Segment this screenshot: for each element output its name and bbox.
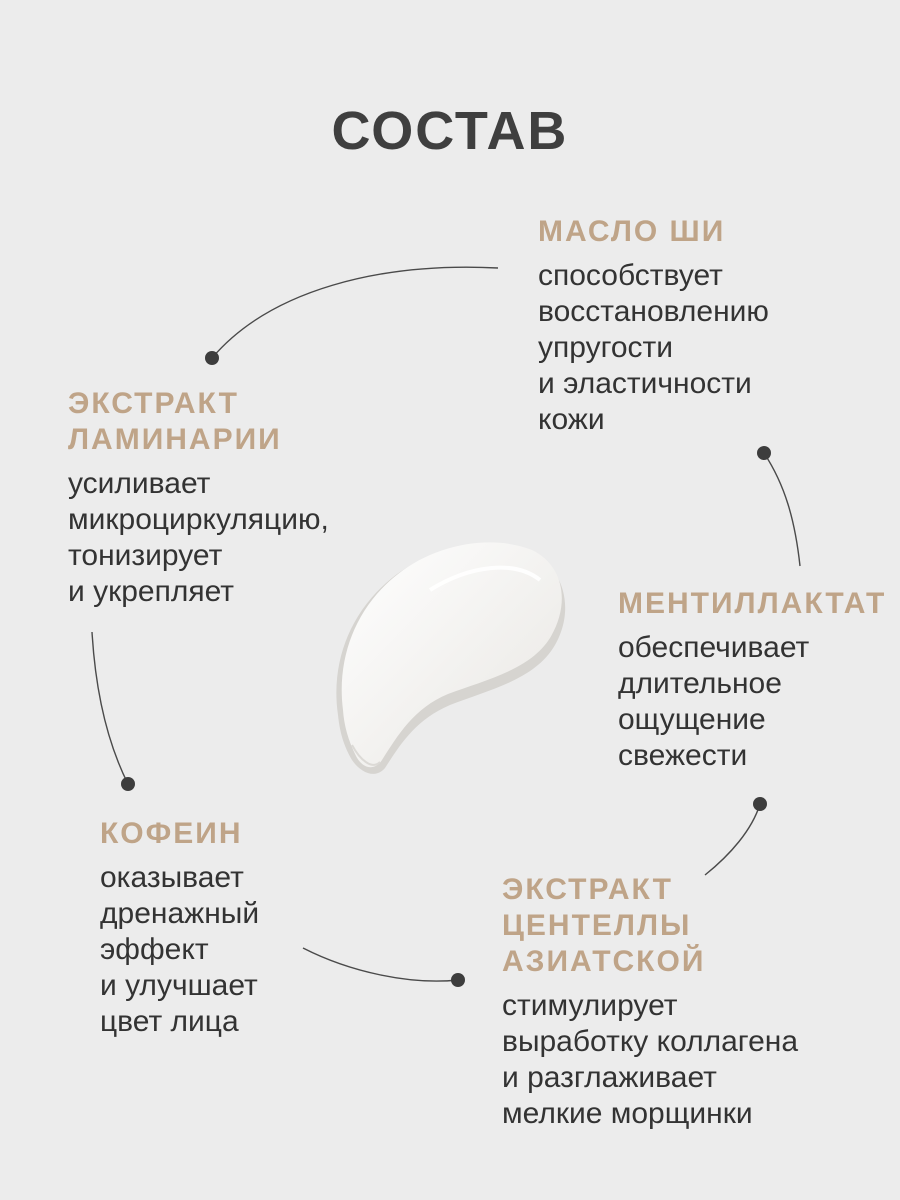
ingredient-description: усиливает микроциркуляцию, тонизирует и укрепляет xyxy=(68,467,329,608)
ingredient-heading: ЭКСТРАКТ ЛАМИНАРИИ xyxy=(68,387,282,456)
ingredient-description: стимулирует выработку коллагена и разглаживает мелкие морщинки xyxy=(502,989,799,1130)
ingredient-heading: ЭКСТРАКТ ЦЕНТЕЛЛЫ АЗИАТСКОЙ xyxy=(502,873,706,978)
ingredient-heading: КОФЕИН xyxy=(100,817,243,850)
ingredient-menthyl-lactate xyxy=(618,586,886,774)
ingredient-description: обеспечивает длительное ощущение свежести xyxy=(618,631,810,772)
ingredient-description: способствует восстановлению упругости и эластичности кожи xyxy=(538,259,769,436)
ingredient-shea-butter xyxy=(538,214,769,438)
page-title: СОСТАВ xyxy=(331,101,569,161)
ingredient-heading: МАСЛО ШИ xyxy=(538,215,726,248)
ingredient-caffeine xyxy=(100,816,259,1040)
ingredient-heading: МЕНТИЛЛАКТАТ xyxy=(618,587,887,620)
ingredient-laminaria-extract xyxy=(68,386,329,610)
ingredient-description: оказывает дренажный эффект и улучшает цвет лица xyxy=(100,861,260,1038)
ingredient-centella-extract xyxy=(502,872,798,1132)
